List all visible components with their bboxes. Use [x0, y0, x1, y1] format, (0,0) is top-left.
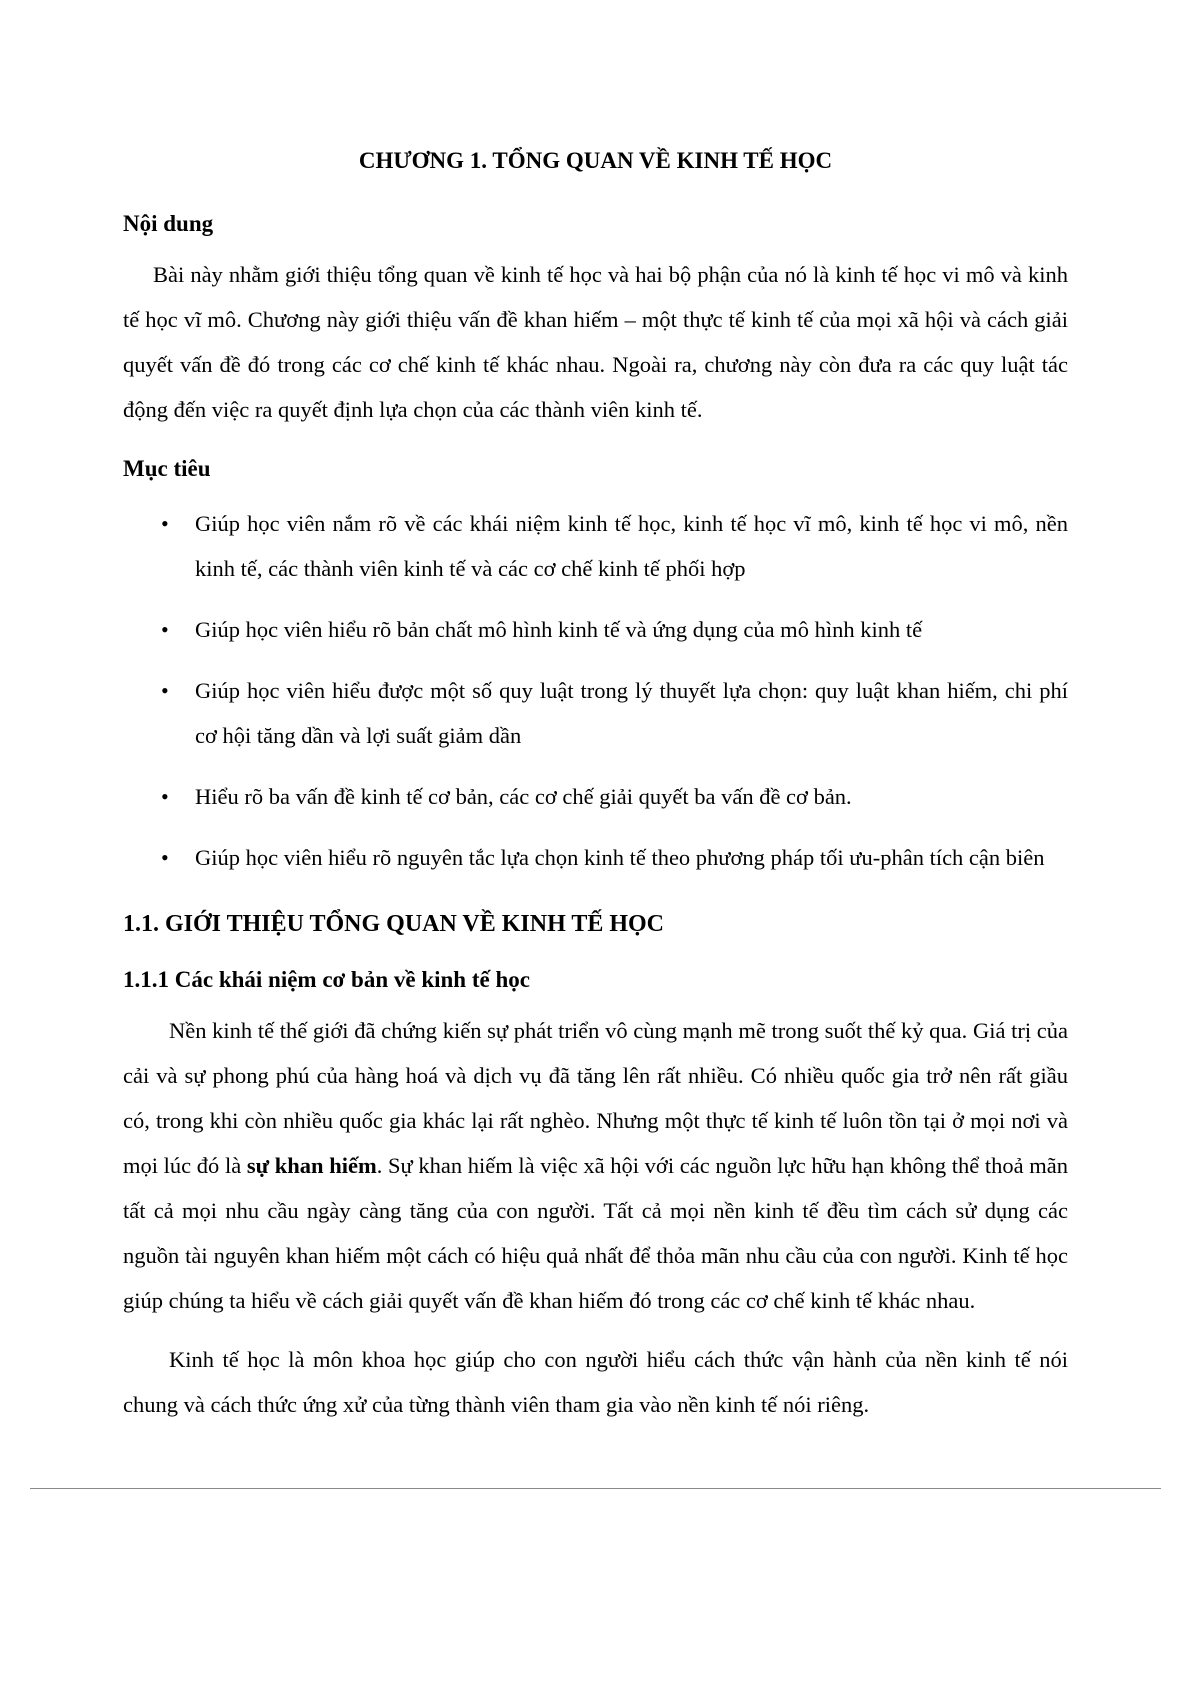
list-item-text: Hiểu rõ ba vấn đề kinh tế cơ bản, các cơ chế giải quyết ba vấn đề cơ bản. [195, 784, 852, 809]
list-item [123, 501, 1068, 591]
footer-divider [30, 1488, 1161, 1489]
bullet-icon: • [161, 678, 169, 703]
list-item [123, 668, 1068, 758]
bullet-icon: • [161, 617, 169, 642]
paragraph-noi-dung: Bài này nhằm giới thiệu tổng quan về kinh tế học và hai bộ phận của nó là kinh tế học vi mô và kinh tế học vĩ mô. Chương này giới thiệu vấn đề khan hiếm – một thực tế kinh tế của mọi xã hội và cách giải quyết vấn đề đó trong các cơ chế kinh tế khác nhau. Ngoài ra, chương này còn đưa ra các quy luật tác động đến việc ra quyết định lựa chọn của các thành viên kinh tế. [123, 262, 1068, 422]
objectives-list [123, 501, 1068, 880]
list-item [123, 607, 1068, 652]
page-title: CHƯƠNG 1. TỔNG QUAN VỀ KINH TẾ HỌC [358, 148, 833, 173]
bullet-icon: • [161, 511, 169, 536]
bullet-icon: • [161, 784, 169, 809]
paragraph-khai-niem-1: Nền kinh tế thế giới đã chứng kiến sự phát triển vô cùng mạnh mẽ trong suốt thế kỷ qua. Giá trị của cải và sự phong phú của hàng hoá và dịch vụ đã tăng lên rất nhiều. Có nhiều quốc gia trở nên rất giầu có, trong khi còn nhiều quốc gia khác lại rất nghèo. Nhưng một thực tế kinh tế luôn tồn tại ở mọi nơi và mọi lúc đó là sự khan hiếm. Sự khan hiếm là việc xã hội với các nguồn lực hữu hạn không thể thoả mãn tất cả mọi nhu cầu ngày càng tăng của con người. Tất cả mọi nền kinh tế đều tìm cách sử dụng các nguồn tài nguyên khan hiếm một cách có hiệu quả nhất để thỏa mãn nhu cầu của con người. Kinh tế học giúp chúng ta hiểu về cách giải quyết vấn đề khan hiếm đó trong các cơ chế kinh tế khác nhau. [123, 1018, 1068, 1313]
list-item-text: Giúp học viên nắm rõ về các khái niệm kinh tế học, kinh tế học vĩ mô, kinh tế học vi mô, nền kinh tế, các thành viên kinh tế và các cơ chế kinh tế phối hợp [195, 511, 1068, 581]
list-item-text: Giúp học viên hiểu được một số quy luật trong lý thuyết lựa chọn: quy luật khan hiếm, chi phí cơ hội tăng dần và lợi suất giảm dần [195, 678, 1068, 748]
heading-muc-tieu: Mục tiêu [123, 456, 211, 481]
document-page [123, 138, 1068, 1441]
paragraph-khai-niem-2: Kinh tế học là môn khoa học giúp cho con người hiểu cách thức vận hành của nền kinh tế nói chung và cách thức ứng xử của từng thành viên tham gia vào nền kinh tế nói riêng. [123, 1347, 1068, 1417]
bullet-icon: • [161, 845, 169, 870]
list-item-text: Giúp học viên hiểu rõ nguyên tắc lựa chọn kinh tế theo phương pháp tối ưu-phân tích cận biên [195, 845, 1045, 870]
heading-subsection-1-1-1: 1.1.1 Các khái niệm cơ bản về kinh tế học [123, 967, 530, 992]
list-item [123, 835, 1068, 880]
heading-section-1-1: 1.1. GIỚI THIỆU TỔNG QUAN VỀ KINH TẾ HỌC [123, 911, 665, 937]
list-item [123, 774, 1068, 819]
heading-noi-dung: Nội dung [123, 211, 214, 236]
list-item-text: Giúp học viên hiểu rõ bản chất mô hình kinh tế và ứng dụng của mô hình kinh tế [195, 617, 923, 642]
